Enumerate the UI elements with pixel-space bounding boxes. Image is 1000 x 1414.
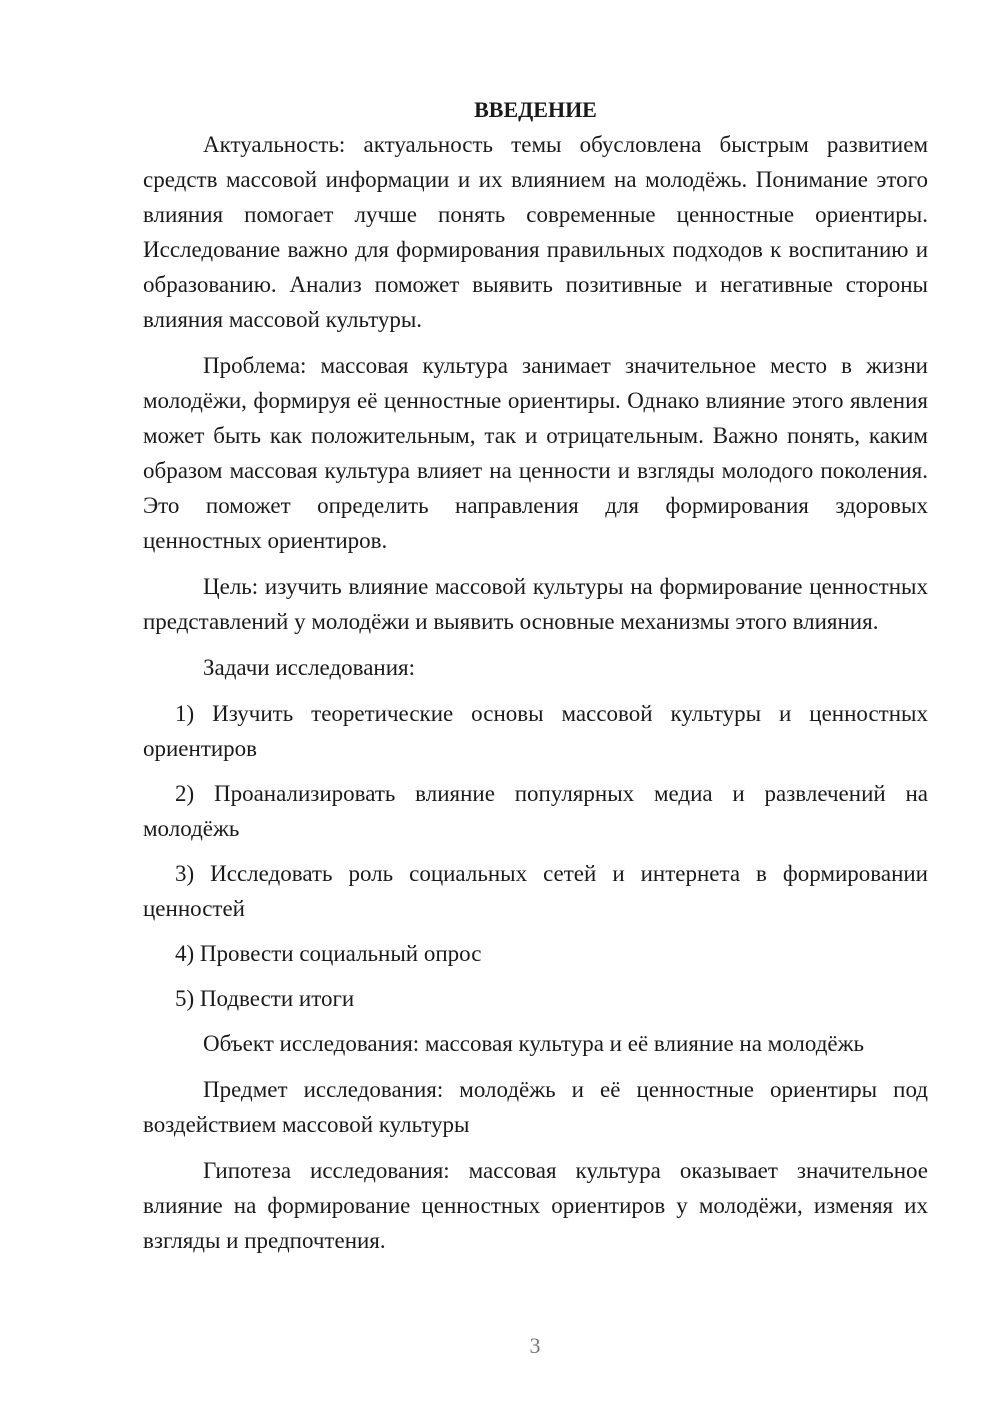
tasks-heading: Задачи исследования: bbox=[203, 655, 416, 680]
task-item-2: 2) Проанализировать влияние популярных медиа и развлечений на молодёжь bbox=[143, 781, 928, 841]
task-item-5: 5) Подвести итоги bbox=[175, 986, 355, 1011]
page-number: 3 bbox=[529, 1333, 541, 1358]
subject-paragraph: Предмет исследования: молодёжь и её ценностные ориентиры под воздействием массовой культуры bbox=[143, 1077, 928, 1137]
task-item-1: 1) Изучить теоретические основы массовой культуры и ценностных ориентиров bbox=[143, 701, 928, 761]
problem-paragraph: Проблема: массовая культура занимает значительное место в жизни молодёжи, формируя её ценностные ориентиры. Однако влияние этого явления может быть как положительным, так и отрицательным. Важно понять, каким образом массовая культура влияет на ценности и взгляды молодого поколения. Это поможет определить направления для формирования здоровых ценностных ориентиров. bbox=[143, 353, 928, 553]
task-item-4: 4) Провести социальный опрос bbox=[175, 941, 482, 966]
goal-paragraph: Цель: изучить влияние массовой культуры на формирование ценностных представлений у молодёжи и выявить основные механизмы этого влияния. bbox=[143, 574, 928, 634]
document-page bbox=[143, 92, 928, 1269]
section-title: ВВЕДЕНИЕ bbox=[474, 97, 597, 122]
object-paragraph: Объект исследования: массовая культура и её влияние на молодёжь bbox=[203, 1031, 865, 1056]
task-item-3: 3) Исследовать роль социальных сетей и интернета в формировании ценностей bbox=[143, 861, 928, 921]
relevance-paragraph: Актуальность: актуальность темы обусловлена быстрым развитием средств массовой информации и их влиянием на молодёжь. Понимание этого влияния помогает лучше понять современные ценностные ориентиры. Исследование важно для формирования правильных подходов к воспитанию и образованию. Анализ поможет выявить позитивные и негативные стороны влияния массовой культуры. bbox=[143, 132, 928, 332]
hypothesis-paragraph: Гипотеза исследования: массовая культура оказывает значительное влияние на формирование ценностных ориентиров у молодёжи, изменяя их взгляды и предпочтения. bbox=[143, 1158, 928, 1253]
